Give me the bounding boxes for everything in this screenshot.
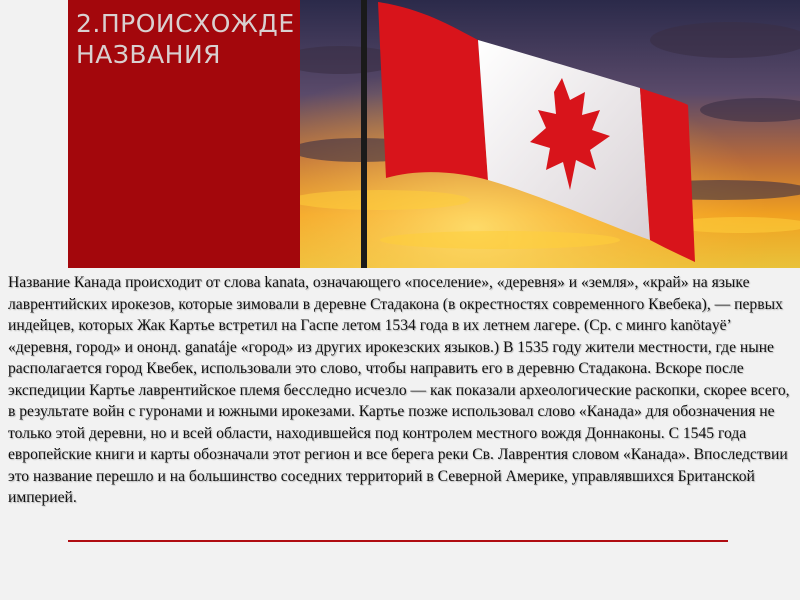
canada-flag-photo xyxy=(300,0,800,268)
slide-title: 2.ПРОИСХОЖДЕ НАЗВАНИЯ xyxy=(76,9,295,69)
bottom-divider xyxy=(68,540,728,542)
flag-sunset-illustration xyxy=(300,0,800,268)
slide-body-text: Название Канада происходит от слова kanata, означающего «поселение», «деревня» и «земля», «край» на языке лаврентийских ирокезов, которые зимовали в деревне Стадакона (в окрестностях современного Квебека), — первых индейцев, которых Жак Картье встретил на Гаспе летом 1534 года в их летнем лагере. (Ср. с минго kanötayë’ «деревня, город» и ононд. ganatáje «город» из других ирокезских языков.) В 1535 году жители местности, где ныне располагается город Квебек, использовали это слово, чтобы направить его в деревню Стадакона. Вскоре после экспедиции Картье лаврентийское племя бесследно исчезло — как показали археологические раскопки, скорее всего, в результате войн с гуронами и южными ирокезами. Картье позже использовал слово «Канада» для обозначения не только этой деревни, но и всей области, находившейся под контролем местного вождя Доннаконы. С 1545 года европейские книги и карты обозначали этот регион и все берега реки Св. Лаврентия словом «Канада». Впоследствии это название перешло и на большинство соседних территорий в Северной Америке, управлявшихся Британской империей. xyxy=(8,274,790,506)
flagpole xyxy=(361,0,367,268)
